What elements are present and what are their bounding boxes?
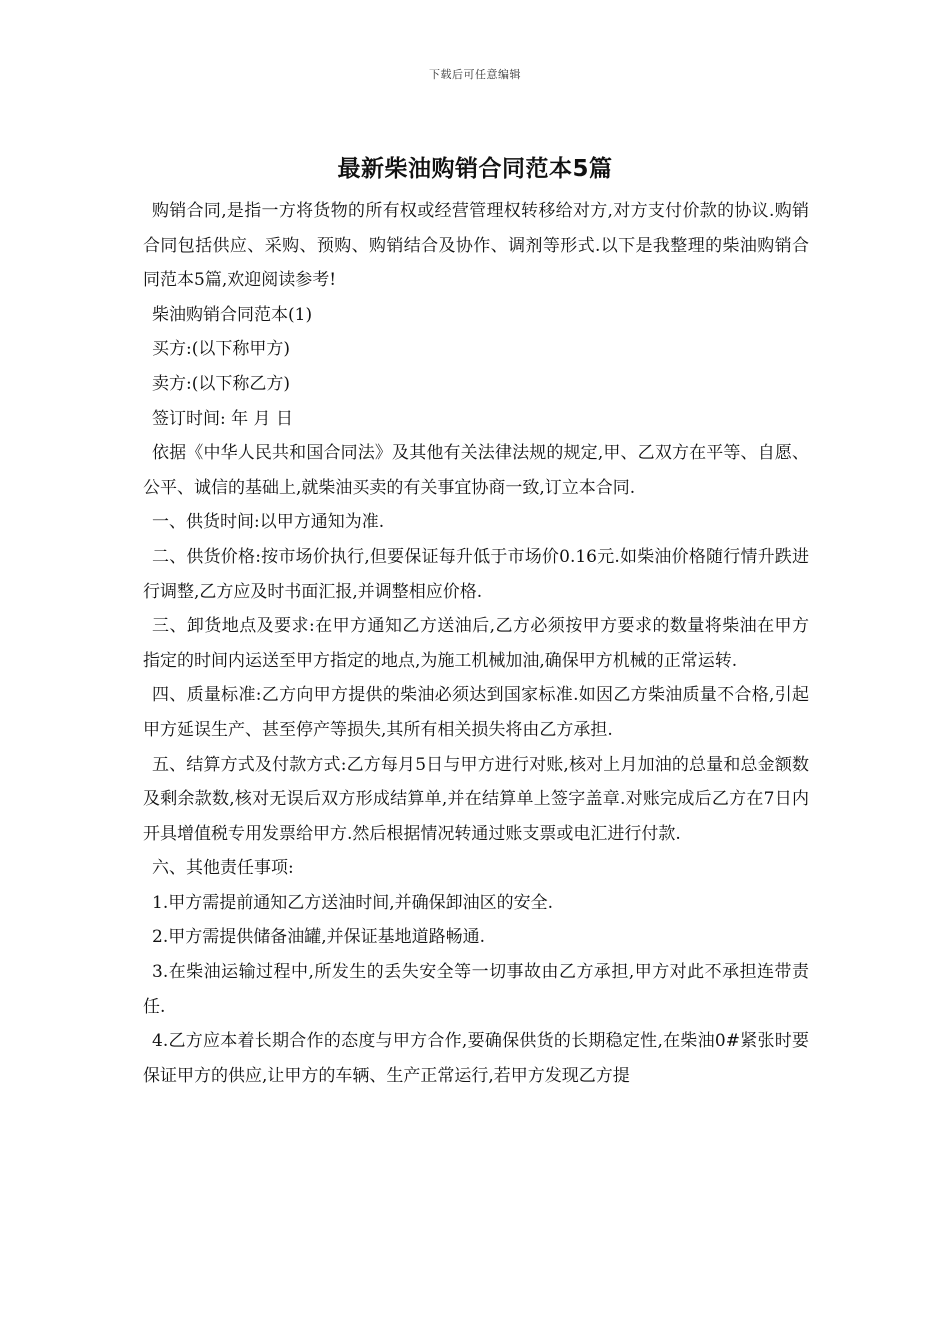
other-item-3: 3.在柴油运输过程中,所发生的丢失安全等一切事故由乙方承担,甲方对此不承担连带责任. xyxy=(143,962,809,1017)
other-item-4: 4.乙方应本着长期合作的态度与甲方合作,要确保供货的长期稳定性,在柴油0#紧张时要保证甲方的供应,让甲方的车辆、生产正常运行,若甲方发现乙方提 xyxy=(143,1031,809,1086)
clause-unloading: 三、卸货地点及要求:在甲方通知乙方送油后,乙方必须按甲方要求的数量将柴油在甲方指定的时间内运送至甲方指定的地点,为施工机械加油,确保甲方机械的正常运转. xyxy=(143,616,809,671)
seller-line: 卖方:(以下称乙方) xyxy=(152,373,290,394)
clause-settlement: 五、结算方式及付款方式:乙方每月5日与甲方进行对账,核对上月加油的总量和总金额数及剩余款数,核对无误后双方形成结算单,并在结算单上签字盖章.对账完成后乙方在7日内开具增值税专用发票给甲方.然后根据情况转通过账支票或电汇进行付款. xyxy=(143,754,809,844)
legal-basis-paragraph: 依据《中华人民共和国合同法》及其他有关法律法规的规定,甲、乙双方在平等、自愿、公平、诚信的基础上,就柴油买卖的有关事宜协商一致,订立本合同. xyxy=(143,443,809,498)
sign-date-line: 签订时间: 年 月 日 xyxy=(152,408,293,429)
download-note: 下载后可任意编辑 xyxy=(429,68,521,81)
intro-paragraph: 购销合同,是指一方将货物的所有权或经营管理权转移给对方,对方支付价款的协议.购销合同包括供应、采购、预购、购销结合及协作、调剂等形式.以下是我整理的柴油购销合同范本5篇,欢迎阅读参考! xyxy=(143,201,809,291)
clause-other-heading: 六、其他责任事项: xyxy=(152,858,294,879)
document-body xyxy=(143,194,809,1093)
other-item-2: 2.甲方需提供储备油罐,并保证基地道路畅通. xyxy=(152,927,486,948)
other-item-1: 1.甲方需提前通知乙方送油时间,并确保卸油区的安全. xyxy=(152,892,554,913)
clause-supply-price: 二、供货价格:按市场价执行,但要保证每升低于市场价0.16元.如柴油价格随行情升跌进行调整,乙方应及时书面汇报,并调整相应价格. xyxy=(143,546,809,602)
document-title: 最新柴油购销合同范本5篇 xyxy=(337,156,613,182)
contract-heading: 柴油购销合同范本(1) xyxy=(152,304,313,325)
buyer-line: 买方:(以下称甲方) xyxy=(152,339,290,360)
clause-supply-time: 一、供货时间:以甲方通知为准. xyxy=(152,512,385,533)
clause-quality: 四、质量标准:乙方向甲方提供的柴油必须达到国家标准.如因乙方柴油质量不合格,引起甲方延误生产、甚至停产等损失,其所有相关损失将由乙方承担. xyxy=(143,685,809,740)
